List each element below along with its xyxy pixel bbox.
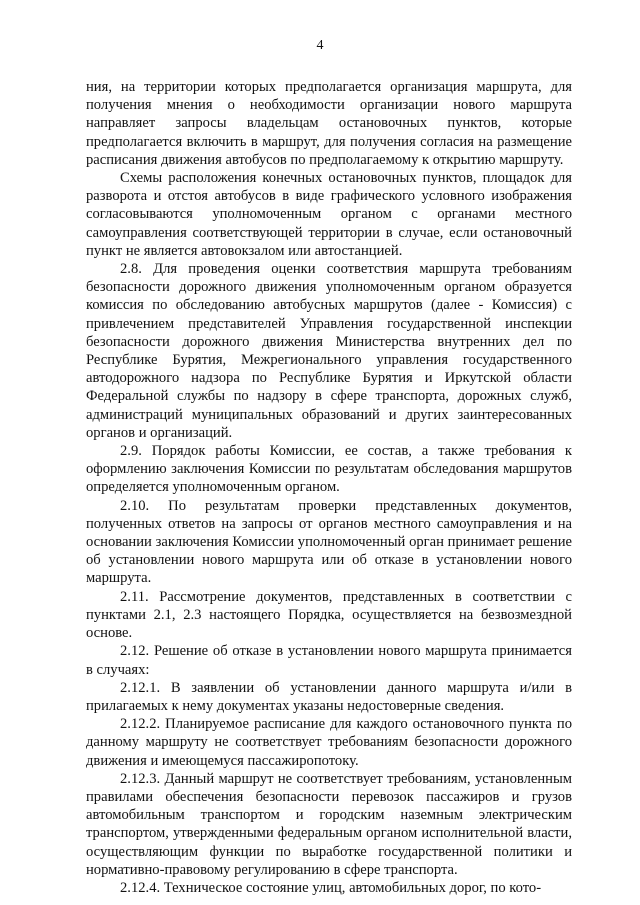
paragraph-2-9: 2.9. Порядок работы Комиссии, ее состав, а также требования к оформлению заключения Комиссии по результатам обследования маршрутов определяется уполномоченным органом. (86, 443, 572, 496)
page-number: 4 (316, 38, 324, 53)
paragraph-schemes: Схемы расположения конечных остановочных пунктов, площадок для разворота и отстоя автобусов в виде графического условного изображения согласовываются уполномоченным органом с органами местного самоуправления соответствующей территории в случае, если остановочный пункт не является автовокзалом или автостанцией. (86, 170, 572, 259)
paragraph-2-12-3: 2.12.3. Данный маршрут не соответствует требованиям, установленным правилами обеспечения безопасности перевозок пассажиров и грузов автомобильным транспортом и городским наземным электрическим транспортом, утвержденными федеральным органом исполнительной власти, осуществляющим функции по выработке государственной политики и нормативно-правовому регулированию в сфере транспорта. (86, 770, 572, 878)
paragraph-2-12-1: 2.12.1. В заявлении об установлении данного маршрута и/или в прилагаемых к нему документах указаны недостоверные сведения. (86, 679, 572, 714)
paragraph-2-10: 2.10. По результатам проверки представленных документов, полученных ответов на запросы от органов местного самоуправления и на основании заключения Комиссии уполномоченный орган принимает решение об установлении нового маршрута или об отказе в установлении нового маршрута. (86, 497, 572, 587)
paragraph-2-11: 2.11. Рассмотрение документов, представленных в соответствии с пунктами 2.1, 2.3 настоящего Порядка, осуществляется на безвозмездной основе. (86, 588, 572, 642)
paragraph-2-8: 2.8. Для проведения оценки соответствия маршрута требованиям безопасности дорожного движения уполномоченным органом образуется комиссия по обследованию автобусных маршрутов (далее - Комиссия) с привлечением представителей Управления государственной инспекции безопасности дорожного движения Министерства внутренних дел по Республике Бурятия, Межрегионального управления государственного автодорожного надзора по Республике Бурятия и Иркутской области Федеральной службы по надзору в сфере транспорта, дорожных служб, администраций муниципальных образований и других заинтересованных органов и организаций. (86, 261, 572, 441)
paragraph-2-12-4: 2.12.4. Техническое состояние улиц, автомобильных дорог, по кото- (120, 879, 542, 896)
paragraph-2-12: 2.12. Решение об отказе в установлении нового маршрута принимается в случаях: (86, 643, 572, 678)
document-body (86, 78, 572, 897)
paragraph-continuation: ния, на территории которых предполагается организация маршрута, для получения мнения о необходимости организации нового маршрута направляет запросы владельцам остановочных пунктов, которые предполагается включить в маршрут, для получения согласия на размещение расписания движения автобусов по предполагаемому к открытию маршруту. (86, 79, 572, 168)
paragraph-2-12-2: 2.12.2. Планируемое расписание для каждого остановочного пункта по данному маршруту не соответствует требованиям безопасности дорожного движения и имеющемуся пассажиропотоку. (86, 716, 572, 769)
